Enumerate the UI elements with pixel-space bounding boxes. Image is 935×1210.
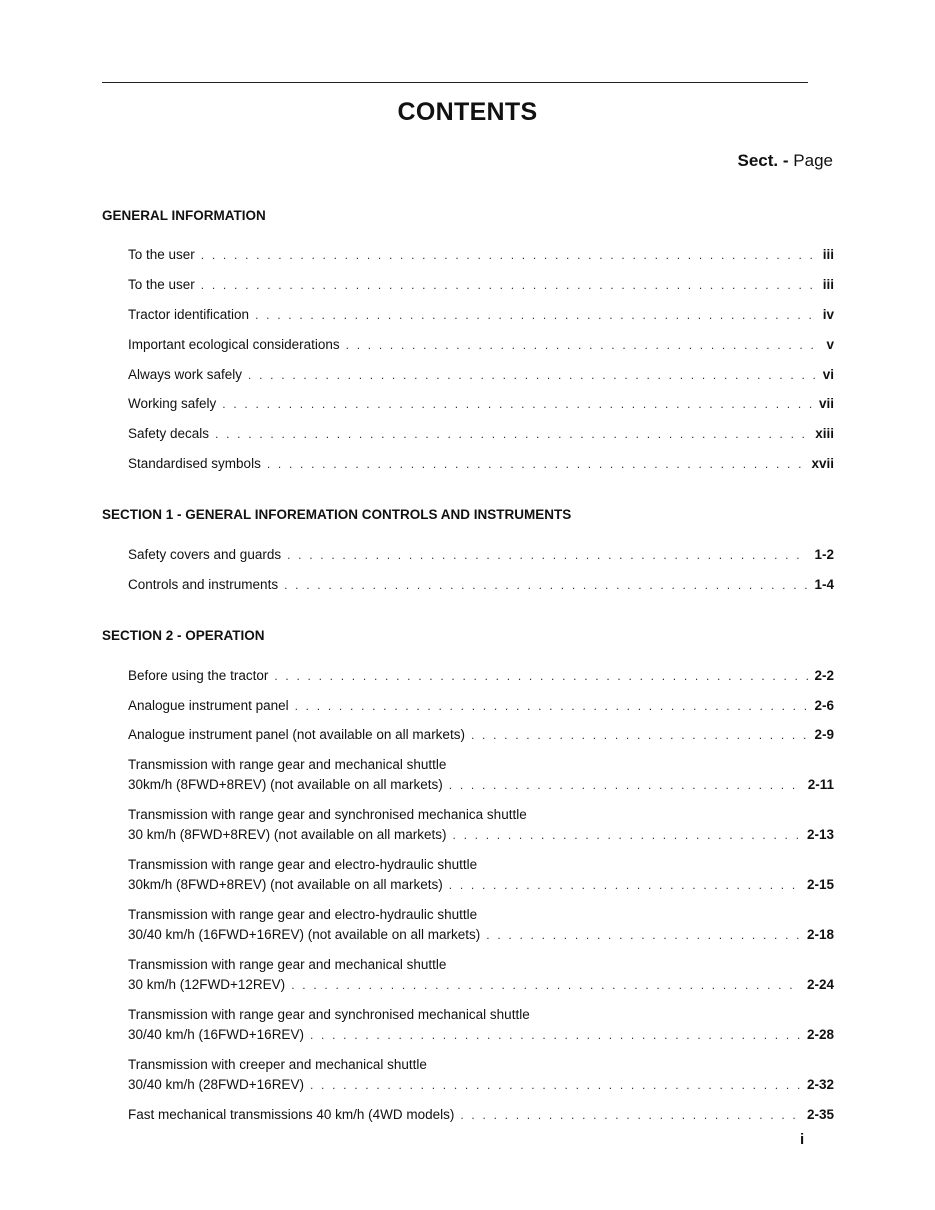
dot-leader	[267, 456, 806, 473]
toc-entry-page: 2-11	[807, 777, 834, 792]
column-header-page: Page	[793, 151, 833, 170]
toc-entry-label: 30/40 km/h (16FWD+16REV)	[128, 1027, 304, 1042]
toc-entry-page: iii	[822, 277, 834, 292]
dot-leader	[201, 247, 817, 264]
toc-entry-title: Transmission with creeper and mechanical shuttle	[128, 1057, 427, 1072]
toc-entry-page: 2-18	[806, 927, 834, 942]
column-header-separator: -	[782, 151, 789, 170]
dot-leader	[471, 727, 809, 744]
toc-entry-label: 30 km/h (8FWD+8REV) (not available on all markets)	[128, 827, 447, 842]
toc-entry[interactable]	[128, 956, 834, 994]
toc-entry-label: Safety covers and guards	[128, 547, 282, 562]
section-heading-section-2: SECTION 2 - OPERATION	[102, 628, 265, 643]
toc-entry[interactable]	[128, 1106, 834, 1124]
page-number: i	[800, 1131, 805, 1148]
toc-entry-title: Transmission with range gear and electro-hydraulic shuttle	[128, 857, 478, 872]
toc-entry[interactable]	[128, 576, 834, 594]
dot-leader	[310, 1027, 801, 1044]
toc-entry-label: Always work safely	[128, 367, 243, 382]
toc-entry-page: xvii	[811, 456, 834, 471]
toc-entry-page: 1-2	[814, 547, 834, 562]
toc-entry[interactable]	[128, 697, 834, 715]
toc-entry-page: 2-9	[814, 727, 834, 742]
toc-entry-label: 30/40 km/h (28FWD+16REV)	[128, 1077, 304, 1092]
dot-leader	[449, 877, 801, 894]
toc-entry-label: Tractor identification	[128, 307, 250, 322]
dot-leader	[460, 1107, 801, 1124]
toc-entry[interactable]	[128, 806, 834, 844]
toc-entry[interactable]	[128, 906, 834, 944]
toc-entry-label: Standardised symbols	[128, 456, 261, 471]
top-rule	[102, 82, 808, 83]
toc-entry[interactable]	[128, 1006, 834, 1044]
toc-entry-label: Important ecological considerations	[128, 337, 340, 352]
toc-entry-label: Analogue instrument panel	[128, 698, 289, 713]
dot-leader	[346, 337, 821, 354]
toc-entry-page: iii	[822, 247, 834, 262]
toc-entry-page: 2-24	[806, 977, 834, 992]
dot-leader	[287, 547, 808, 564]
toc-entry-label: 30km/h (8FWD+8REV) (not available on all markets)	[128, 777, 443, 792]
toc-entry[interactable]	[128, 546, 834, 564]
dot-leader	[248, 367, 817, 384]
toc-entry-label: Safety decals	[128, 426, 210, 441]
toc-entry[interactable]	[128, 366, 834, 384]
toc-entry-label: Analogue instrument panel (not available on all markets)	[128, 727, 465, 742]
toc-entry-label: 30/40 km/h (16FWD+16REV) (not available on all markets)	[128, 927, 481, 942]
toc-entry[interactable]	[128, 246, 834, 264]
toc-entry-page: 2-32	[806, 1077, 834, 1092]
toc-entry-page: 1-4	[814, 577, 834, 592]
toc-entry[interactable]	[128, 395, 834, 413]
column-header-sect: Sect.	[737, 151, 779, 170]
section-heading-section-1: SECTION 1 - GENERAL INFOREMATION CONTROLS AND INSTRUMENTS	[102, 507, 572, 522]
toc-entry-label: Controls and instruments	[128, 577, 279, 592]
toc-entry[interactable]	[128, 455, 834, 473]
toc-entry[interactable]	[128, 856, 834, 894]
toc-entry-title: Transmission with range gear and mechanical shuttle	[128, 957, 447, 972]
toc-entry[interactable]	[128, 726, 834, 744]
toc-entry-page: 2-13	[806, 827, 834, 842]
dot-leader	[274, 668, 808, 685]
section-heading-general-information: GENERAL INFORMATION	[102, 208, 266, 223]
toc-entry-page: 2-15	[806, 877, 834, 892]
toc-entry-page: vii	[818, 396, 834, 411]
toc-entry-page: xiii	[815, 426, 834, 441]
toc-entry-label: Working safely	[128, 396, 217, 411]
toc-entry-page: 2-35	[806, 1107, 834, 1122]
dot-leader	[255, 307, 817, 324]
toc-entry-title: Transmission with range gear and electro-hydraulic shuttle	[128, 907, 478, 922]
toc-entry-page: 2-2	[814, 668, 834, 683]
toc-entry[interactable]	[128, 756, 834, 794]
toc-entry-label: To the user	[128, 277, 195, 292]
dot-leader	[215, 426, 809, 443]
toc-entry[interactable]	[128, 667, 834, 685]
toc-entry-title: Transmission with range gear and synchronised mechanical shuttle	[128, 1007, 530, 1022]
dot-leader	[295, 698, 809, 715]
dot-leader	[291, 977, 801, 994]
toc-entry-page: 2-6	[814, 698, 834, 713]
toc-entry-page: iv	[822, 307, 834, 322]
toc-entry-label: Before using the tractor	[128, 668, 269, 683]
toc-entry[interactable]	[128, 306, 834, 324]
dot-leader	[222, 396, 813, 413]
dot-leader	[201, 277, 817, 294]
toc-entry-label: Fast mechanical transmissions 40 km/h (4WD models)	[128, 1107, 455, 1122]
dot-leader	[284, 577, 808, 594]
page-title: CONTENTS	[397, 98, 538, 126]
dot-leader	[310, 1077, 801, 1094]
column-header	[738, 151, 833, 171]
toc-entry-label: 30km/h (8FWD+8REV) (not available on all markets)	[128, 877, 443, 892]
toc-entry-title: Transmission with range gear and mechanical shuttle	[128, 757, 447, 772]
toc-entry-label: To the user	[128, 247, 195, 262]
toc-entry[interactable]	[128, 276, 834, 294]
toc-entry[interactable]	[128, 336, 834, 354]
dot-leader	[453, 827, 801, 844]
dot-leader	[449, 777, 802, 794]
toc-entry-title: Transmission with range gear and synchronised mechanica shuttle	[128, 807, 527, 822]
toc-entry-page: v	[826, 337, 834, 352]
toc-entry-label: 30 km/h (12FWD+12REV)	[128, 977, 286, 992]
toc-entry-page: 2-28	[806, 1027, 834, 1042]
dot-leader	[486, 927, 801, 944]
toc-entry[interactable]	[128, 1056, 834, 1094]
toc-entry-page: vi	[822, 367, 834, 382]
toc-entry[interactable]	[128, 425, 834, 443]
